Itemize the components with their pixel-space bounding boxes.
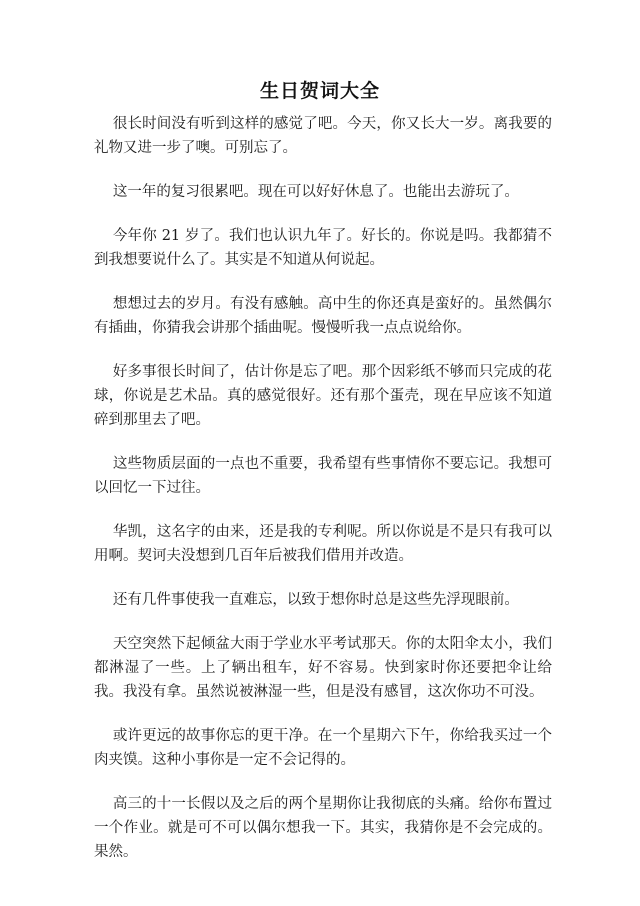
paragraph: 还有几件事使我一直难忘，以致于想你时总是这些先浮现眼前。 bbox=[112, 592, 519, 608]
paragraph: 或许更远的故事你忘的更干净。在一个星期六下午，你给我买过一个肉夹馍。这种小事你是一定不会记得的。 bbox=[94, 728, 552, 768]
paragraph: 高三的十一长假以及之后的两个星期你让我彻底的头痛。给你布置过一个作业。就是可不可以偶尔想我一下。其实，我猜你是不会完成的。果然。 bbox=[94, 796, 552, 860]
document-body bbox=[94, 112, 552, 884]
paragraph: 很长时间没有听到这样的感觉了吧。今天，你又长大一岁。离我要的礼物又进一步了噢。可别忘了。 bbox=[94, 116, 552, 156]
document-title: 生日贺词大全 bbox=[259, 80, 380, 102]
paragraph: 这些物质层面的一点也不重要，我希望有些事情你不要忘记。我想可以回忆一下过往。 bbox=[94, 456, 552, 496]
paragraph: 华凯，这名字的由来，还是我的专利呢。所以你说是不是只有我可以用啊。契诃夫没想到几百年后被我们借用并改造。 bbox=[94, 524, 552, 564]
paragraph: 天空突然下起倾盆大雨于学业水平考试那天。你的太阳伞太小，我们都淋湿了一些。上了辆出租车，好不容易。快到家时你还要把伞让给我。我没有拿。虽然说被淋湿一些，但是没有感冒，这次你功不可没。 bbox=[94, 636, 552, 700]
paragraph: 想想过去的岁月。有没有感触。高中生的你还真是蛮好的。虽然偶尔有插曲，你猜我会讲那个插曲呢。慢慢听我一点点说给你。 bbox=[94, 296, 552, 336]
paragraph: 这一年的复习很累吧。现在可以好好休息了。也能出去游玩了。 bbox=[112, 184, 519, 200]
paragraph: 今年你 21 岁了。我们也认识九年了。好长的。你说是吗。我都猜不到我想要说什么了。其实是不知道从何说起。 bbox=[94, 228, 552, 268]
paragraph: 好多事很长时间了，估计你是忘了吧。那个因彩纸不够而只完成的花球，你说是艺术品。真的感觉很好。还有那个蛋壳，现在早应该不知道碎到那里去了吧。 bbox=[94, 364, 552, 428]
